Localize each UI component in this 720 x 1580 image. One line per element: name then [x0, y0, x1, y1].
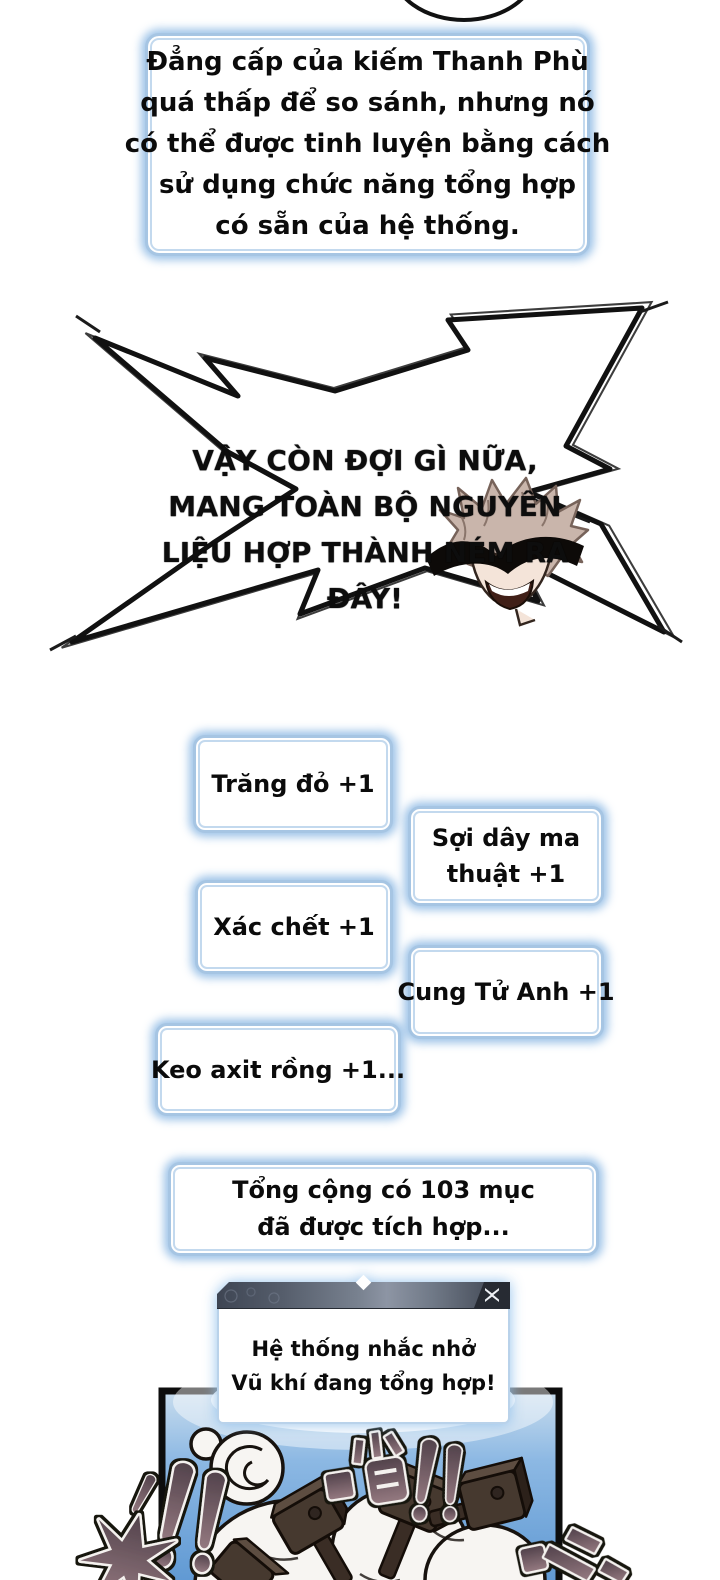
shout-line: TOÀN BỘ NGUYÊN LIỆU HỢP: [161, 490, 562, 569]
item-box-xac-chet: [195, 880, 393, 974]
item-box-label: Sợi dây ma: [431, 824, 581, 852]
item-box-label: Cung Tử Anh +1: [397, 978, 615, 1006]
popup-line: Hệ thống nhắc nhở: [251, 1336, 476, 1361]
narration-line: có sẵn của hệ thống.: [215, 211, 520, 241]
narration-box: [124, 33, 611, 256]
shout-line: THÀNH NÉM RA ĐÂY!: [321, 536, 569, 615]
summary-line: Tổng cộng có 103 mục: [232, 1176, 535, 1204]
narration-line: Đẳng cấp của kiếm Thanh Phù: [146, 47, 589, 77]
item-box-cung-tu-anh: [397, 945, 615, 1039]
shout-text: [150, 438, 580, 622]
shout-line: VẬY CÒN ĐỢI GÌ NỮA, MANG: [168, 444, 538, 523]
item-box-label: Xác chết +1: [213, 913, 375, 941]
close-icon: [483, 1287, 501, 1303]
item-box-soi-day: [408, 806, 604, 906]
popup-line: Vũ khí đang tổng hợp!: [231, 1370, 496, 1395]
summary-line: đã được tích hợp...: [257, 1213, 510, 1241]
summary-box-tong-cong: [168, 1162, 599, 1256]
item-box-keo-axit: [150, 1023, 406, 1116]
narration-line: có thể được tinh luyện bằng cách: [124, 129, 611, 159]
item-box-trang-do: [193, 735, 393, 833]
header-ornament: [219, 1284, 309, 1306]
item-box-label: Keo axit rồng +1...: [150, 1055, 406, 1084]
narration-line: quá thấp để so sánh, nhưng nó: [140, 88, 595, 118]
item-box-label: thuật +1: [446, 860, 566, 888]
speech-bubble-arc: [0, 0, 720, 30]
popup-body: [217, 1309, 510, 1424]
narration-line: sử dụng chức năng tổng hợp: [159, 170, 576, 200]
item-box-label: Trăng đỏ +1: [211, 770, 375, 798]
system-popup: [217, 1282, 510, 1424]
